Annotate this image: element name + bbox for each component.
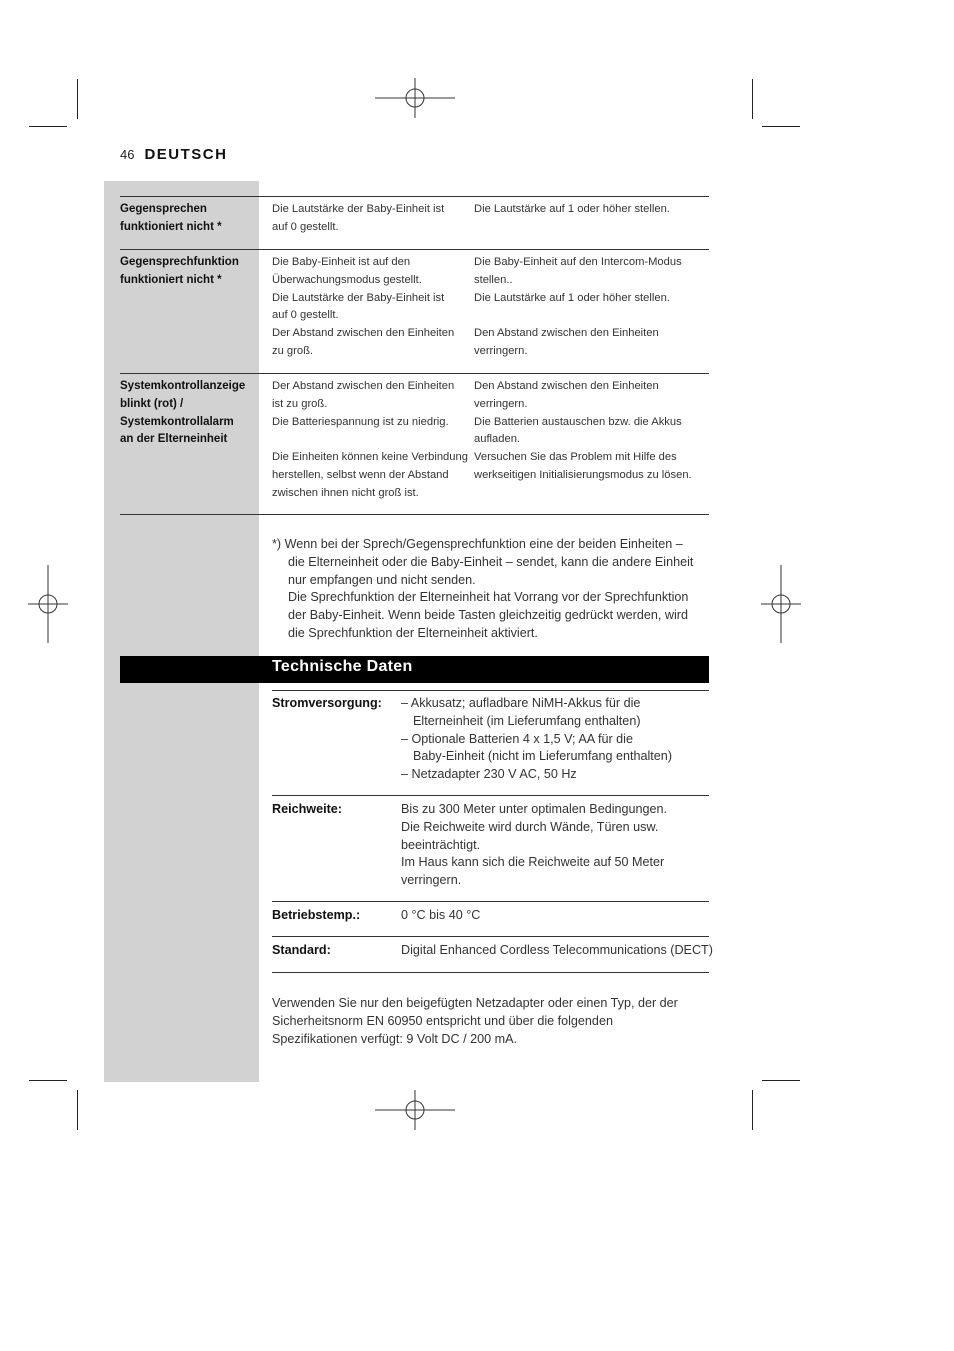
- crop-mark: [762, 1080, 800, 1081]
- spec-value: Digital Enhanced Cordless Telecommunications (DECT): [401, 943, 713, 957]
- page-header: [120, 146, 227, 163]
- section-title: DEUTSCH: [144, 146, 228, 163]
- spec-label: Betriebstemp.:: [272, 908, 361, 922]
- spec-value: 0 °C bis 40 °C: [401, 908, 481, 922]
- tech-specs-heading-bar: [120, 656, 709, 683]
- crop-mark: [29, 1080, 67, 1081]
- page-number: 46: [120, 147, 135, 162]
- crop-mark: [752, 79, 753, 119]
- solution-cell: Die Lautstärke auf 1 oder höher stellen.: [474, 203, 670, 215]
- spec-label: Stromversorgung:: [272, 696, 382, 710]
- crop-mark: [29, 126, 67, 127]
- crop-mark: [77, 1090, 78, 1130]
- cause-cell: Der Abstand zwischen den Einheiten ist zu groß. Die Batteriespannung ist zu niedrig. Die Einheiten können keine Verbindung herstellen, selbst wenn der Abstand zwischen ihnen nicht groß ist.: [272, 380, 468, 499]
- registration-mark-icon: [375, 78, 455, 118]
- table-rule: [120, 249, 709, 250]
- solution-cell: Den Abstand zwischen den Einheiten verringern. Die Batterien austauschen bzw. die Akkus aufladen. Versuchen Sie das Problem mit Hilfe des werkseitigen Initialisierungsmodus zu lösen.: [474, 380, 692, 481]
- cause-cell: Die Baby-Einheit ist auf den Überwachungsmodus gestellt. Die Lautstärke der Baby-Einheit ist auf 0 gestellt. Der Abstand zwischen den Einheiten zu groß.: [272, 256, 455, 357]
- tech-specs-title: Technische Daten: [272, 658, 413, 675]
- crop-mark: [77, 79, 78, 119]
- table-rule: [120, 196, 709, 197]
- crop-mark: [762, 126, 800, 127]
- spec-label: Reichweite:: [272, 802, 342, 816]
- gray-margin-column: [104, 181, 259, 1082]
- footnote: *) Wenn bei der Sprech/Gegensprechfunktion eine der beiden Einheiten – die Elterneinheit oder die Baby-Einheit – sendet, kann die andere Einheit nur empfangen und nicht senden. Die Sprechfunktion der Elterneinheit hat Vorrang vor der Sprechfunktion der Baby-Einheit. Wenn beide Tasten gleichzeitig gedrückt werden, wird die Sprechfunktion der Elterneinheit aktiviert.: [272, 537, 694, 640]
- solution-cell: Die Baby-Einheit auf den Intercom-Modus stellen.. Die Lautstärke auf 1 oder höher stellen. Den Abstand zwischen den Einheiten verringern.: [474, 256, 682, 357]
- registration-mark-icon: [28, 565, 68, 643]
- spec-rule: [272, 936, 709, 937]
- spec-rule: [272, 795, 709, 796]
- spec-value: – Akkusatz; aufladbare NiMH-Akkus für die Elterneinheit (im Lieferumfang enthalten) – Optionale Batterien 4 x 1,5 V; AA für die Baby-Einheit (nicht im Lieferumfang enthalten) – Netzadapter 230 V AC, 50 Hz: [401, 696, 673, 782]
- table-rule: [120, 514, 709, 515]
- table-rule: [120, 373, 709, 374]
- spec-rule: [272, 690, 709, 691]
- problem-cell: Gegensprechen funktioniert nicht *: [120, 203, 222, 233]
- spec-label: Standard:: [272, 943, 331, 957]
- problem-cell: Systemkontrollanzeige blinkt (rot) / Systemkontrollalarm an der Elterneinheit: [120, 380, 246, 446]
- spec-rule: [272, 901, 709, 902]
- registration-mark-icon: [375, 1090, 455, 1130]
- spec-rule: [272, 972, 709, 973]
- spec-value: Bis zu 300 Meter unter optimalen Bedingungen. Die Reichweite wird durch Wände, Türen usw. beeinträchtigt. Im Haus kann sich die Reichweite auf 50 Meter verringern.: [401, 802, 668, 888]
- registration-mark-icon: [761, 565, 801, 643]
- problem-cell: Gegensprechfunktion funktioniert nicht *: [120, 256, 239, 286]
- cause-cell: Die Lautstärke der Baby-Einheit ist auf 0 gestellt.: [272, 203, 445, 233]
- crop-mark: [752, 1090, 753, 1130]
- adapter-note: Verwenden Sie nur den beigefügten Netzadapter oder einen Typ, der der Sicherheitsnorm EN 60950 entspricht und über die folgenden Spezifikationen verfügt: 9 Volt DC / 200 mA.: [272, 996, 678, 1046]
